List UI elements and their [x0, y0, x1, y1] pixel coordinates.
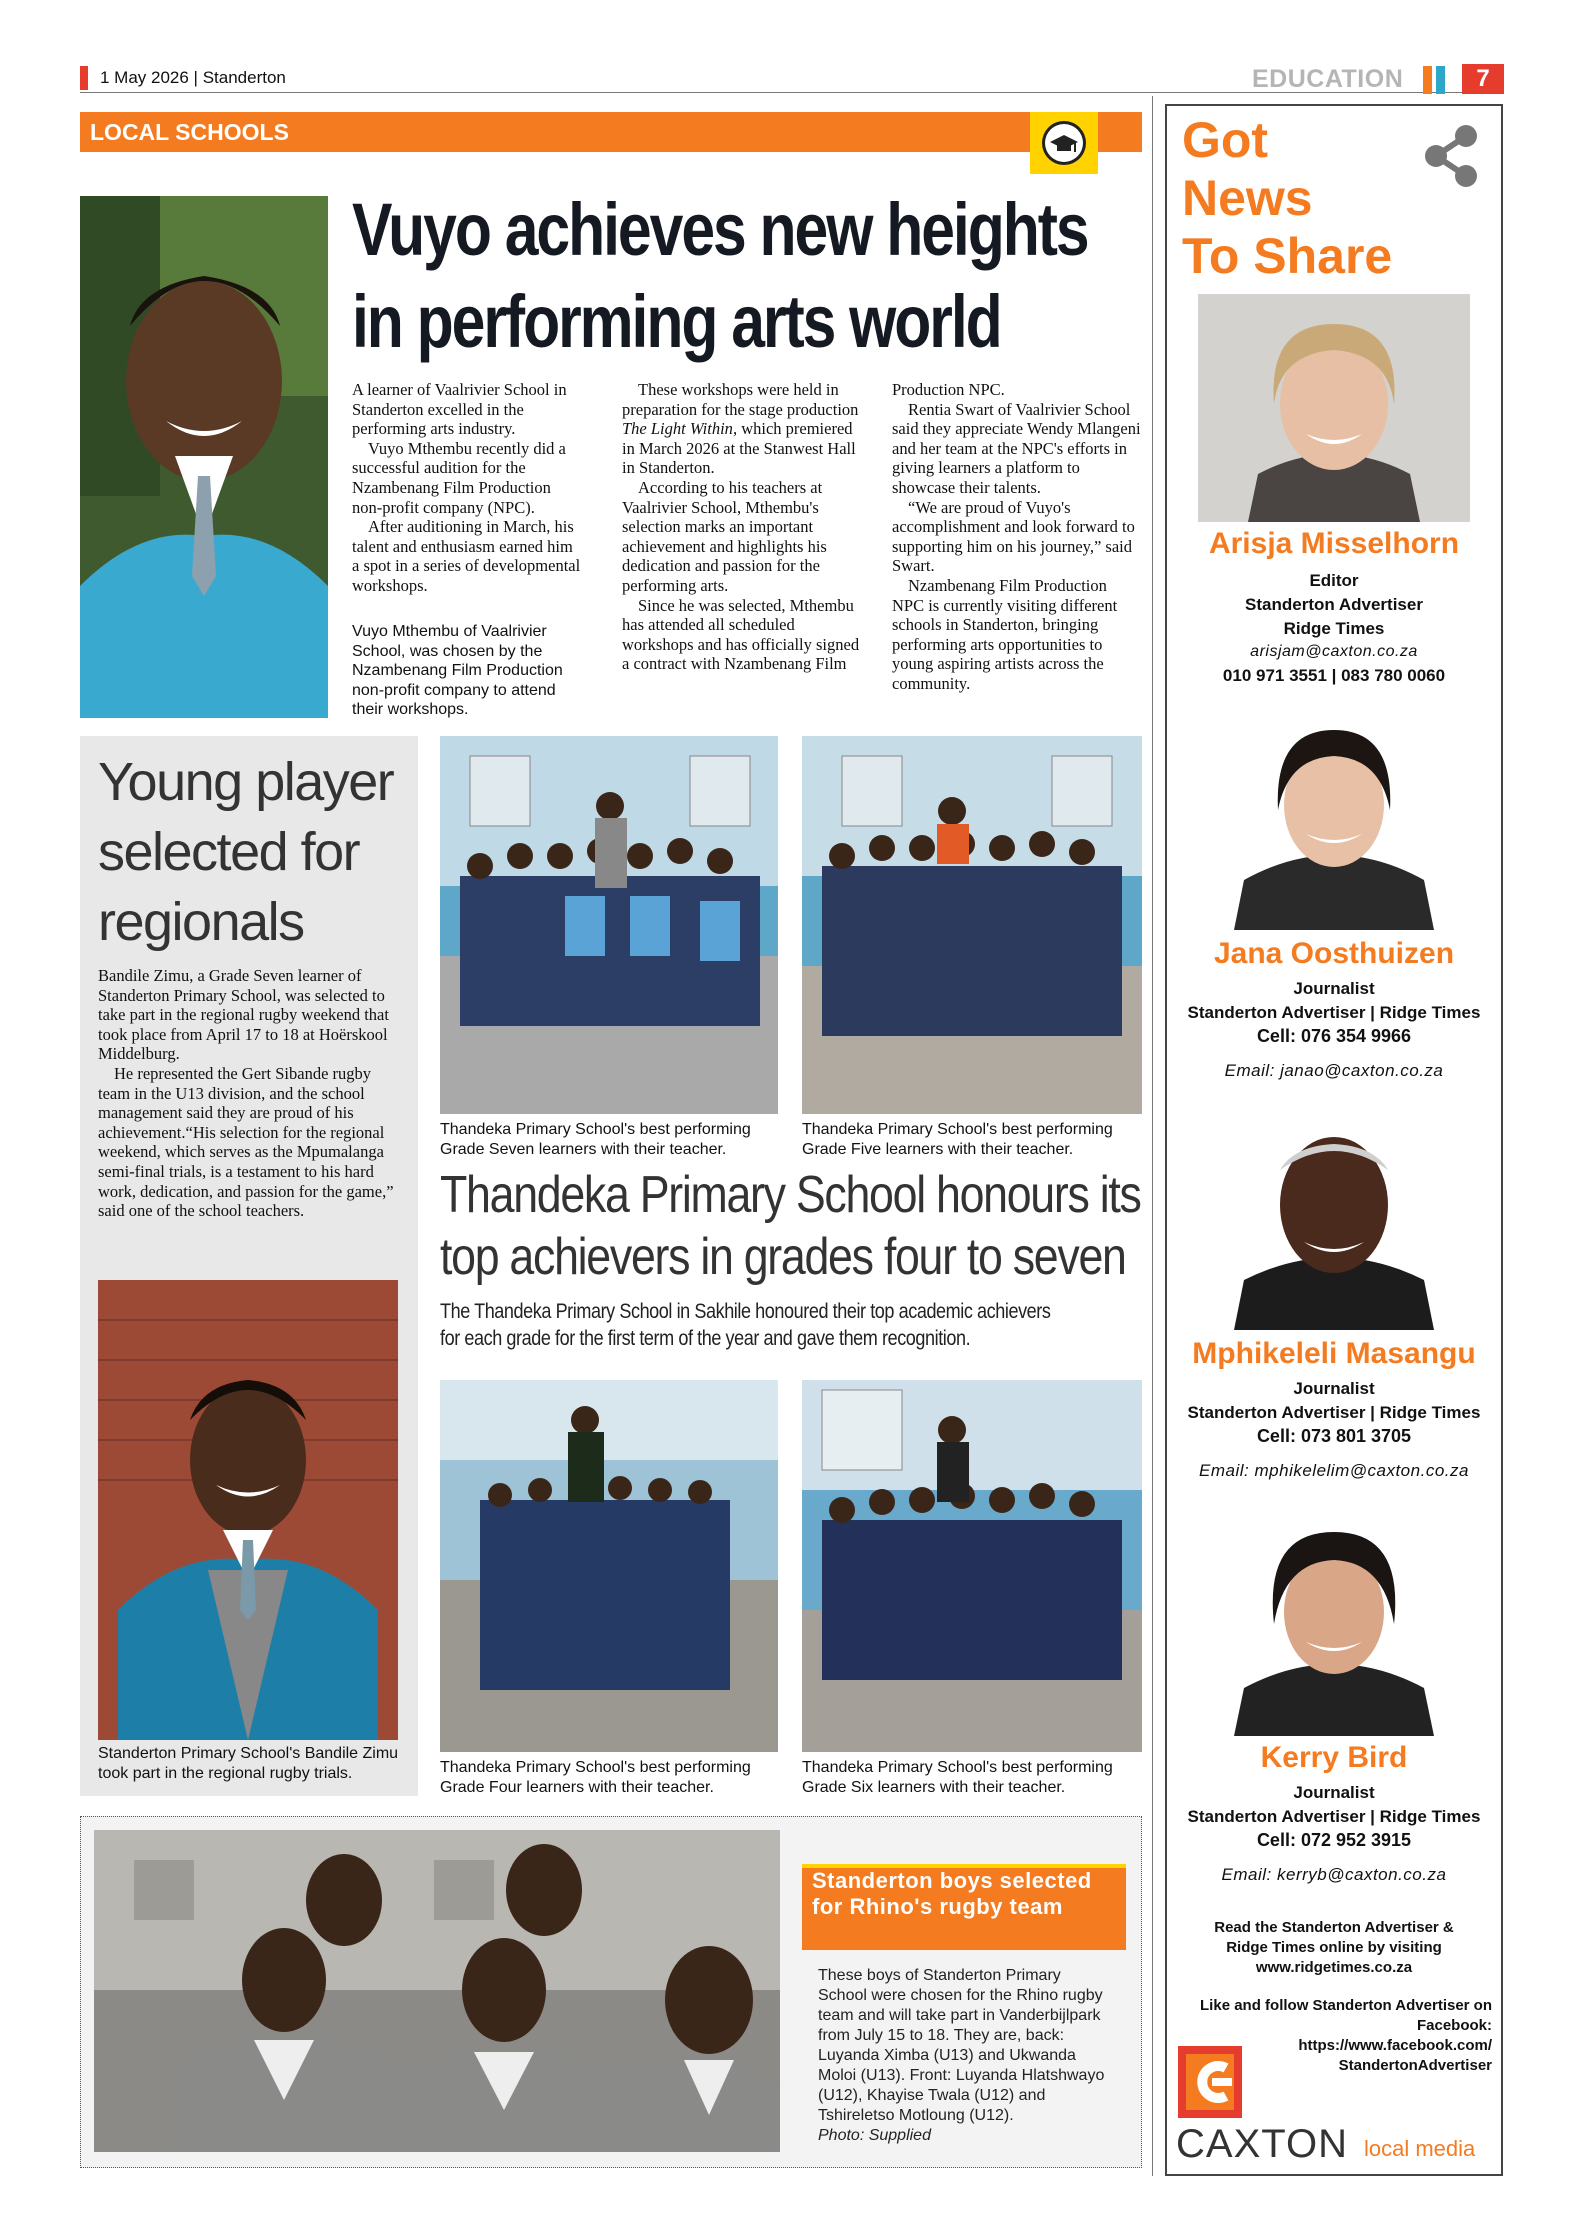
section-swatch-teal	[1436, 66, 1445, 94]
arisja-photo	[1198, 294, 1470, 522]
contact-1-role: Editor	[1309, 571, 1359, 590]
graduation-cap-icon	[1030, 112, 1098, 174]
grade5-caption: Thandeka Primary School's best performing Grade Five learners with their teacher.	[802, 1121, 1113, 1158]
lead-col1-p3: After auditioning in March, his talent and enthusiasm earned him a spot in a series of developmental workshops.	[352, 517, 581, 595]
thandeka-headline-line1: Thandeka Primary School honours its	[440, 1166, 1141, 1224]
contact-1-name: Arisja Misselhorn	[1208, 527, 1460, 560]
column-divider	[1152, 96, 1153, 2176]
caxton-logo-icon	[1178, 2046, 1242, 2118]
fb-url2[interactable]: StandertonAdvertiser	[1338, 2057, 1492, 2074]
header-accent-bar	[80, 66, 88, 90]
date-location: 1 May 2026 | Standerton	[100, 68, 286, 87]
contact-1-org1: Standerton Advertiser	[1245, 595, 1423, 614]
bandile-caption: Standerton Primary School's Bandile Zimu took part in the regional rugby trials.	[98, 1745, 399, 1782]
grade5-photo	[802, 736, 1142, 1114]
jana-photo	[1194, 710, 1474, 930]
lead-col1-p1: A learner of Vaalrivier School in Standerton excelled in the performing arts industry.	[352, 380, 567, 439]
sidebar-title-1: Got	[1182, 112, 1269, 168]
caxton-logo-sub: local media	[1364, 2136, 1476, 2161]
lead-col3-p3: “We are proud of Vuyo's accomplishment and look forward to supporting him on his journey,” said Swart.	[892, 497, 1135, 576]
side-p2: He represented the Gert Sibande rugby team in the U13 division, and the school management said they are proud of his achievement.“His selection for the regional weekend, which serves as the Mpumalanga semi-final trials, is a testament to his hard work, dedication, and passion for the game,” said one of the school teachers.	[98, 1063, 394, 1221]
grade4-caption: Thandeka Primary School's best performing Grade Four learners with their teacher.	[440, 1759, 751, 1796]
online-line2: Ridge Times online by visiting	[1226, 1939, 1442, 1956]
lead-col2-p1a: These workshops were held in preparation for the stage production	[622, 380, 859, 419]
side-headline-line3: regionals	[98, 892, 304, 952]
rhino-headline: Standerton boys selected for Rhino's rugby team	[812, 1868, 1092, 1919]
rhino-team-photo	[94, 1830, 780, 2152]
contact-4-org: Standerton Advertiser | Ridge Times	[1187, 1807, 1481, 1826]
share-icon[interactable]	[1420, 122, 1484, 190]
vuyo-photo	[80, 196, 328, 718]
lead-col3-p1: Production NPC.	[892, 380, 1005, 399]
lead-col2-p1b: , which premiered in March 2026 at the Stanwest Hall in Standerton.	[622, 419, 856, 478]
online-url[interactable]: www.ridgetimes.co.za	[1255, 1959, 1413, 1976]
side-headline-line2: selected for	[98, 822, 360, 882]
mphikeleli-photo	[1194, 1110, 1474, 1330]
banner-label: LOCAL SCHOOLS	[90, 119, 289, 145]
grade4-photo	[440, 1380, 778, 1752]
fb-line1: Like and follow Standerton Advertiser on	[1200, 1997, 1492, 2014]
lead-col2-title: The Light Within	[622, 419, 733, 439]
lead-col3-p4: Nzambenang Film Production NPC is currently visiting different schools in Standerton, bringing performing arts opportunities to young aspiring artists across the community.	[892, 575, 1118, 693]
online-line1: Read the Standerton Advertiser &	[1214, 1919, 1454, 1936]
online-note	[1167, 1918, 1501, 1978]
grade7-photo	[440, 736, 778, 1114]
contact-4-cell: Cell: 072 952 3915	[1256, 1830, 1412, 1850]
lead-col1	[352, 380, 582, 596]
contact-2-org: Standerton Advertiser | Ridge Times	[1187, 1003, 1481, 1022]
fb-line2: Facebook:	[1416, 2017, 1492, 2034]
contact-1-email[interactable]: arisjam@caxton.co.za	[1250, 643, 1418, 660]
section-title: EDUCATION	[1252, 65, 1404, 93]
side-headline-line1: Young player	[98, 752, 394, 812]
contact-4-email[interactable]: Email: kerryb@caxton.co.za	[1221, 1865, 1447, 1884]
contact-3-cell: Cell: 073 801 3705	[1256, 1426, 1412, 1446]
thandeka-intro: The Thandeka Primary School in Sakhile honoured their top academic achievers for each grade for the first term of the year and gave them recognition.	[440, 1300, 1051, 1350]
rhino-body: These boys of Standerton Primary School were chosen for the Rhino rugby team and will take part in Vanderbijlpark from July 15 to 18. They are, back: Luyanda Ximba (U13) and Ukwanda Moloi (U13). Front: Luyanda Hlatshwayo (U12), Khayise Twala (U12) and Tshireletso Motloung (U12).	[818, 1967, 1105, 2124]
contact-2-cell: Cell: 076 354 9966	[1256, 1026, 1412, 1046]
contact-2-role: Journalist	[1293, 979, 1375, 998]
contact-3-role: Journalist	[1293, 1379, 1375, 1398]
contact-1-phone: 010 971 3551 | 083 780 0060	[1222, 666, 1446, 685]
rhino-photo-credit: Photo: Supplied	[818, 2127, 931, 2144]
contact-3-org: Standerton Advertiser | Ridge Times	[1187, 1403, 1481, 1422]
contact-3-name: Mphikeleli Masangu	[1192, 1337, 1476, 1370]
bandile-photo	[98, 1280, 398, 1740]
fb-url1[interactable]: https://www.facebook.com/	[1298, 2037, 1492, 2054]
lead-col2-p3: Since he was selected, Mthembu has attended all scheduled workshops and has officially signed a contract with Nzambenang Film	[622, 595, 860, 674]
lead-col1-p2: Vuyo Mthembu recently did a successful audition for the Nzambenang Film Production non-profit company (NPC).	[352, 438, 566, 517]
lead-headline-line2: in performing arts world	[352, 280, 1001, 363]
side-p1: Bandile Zimu, a Grade Seven learner of Standerton Primary School, was selected to take part in the regional rugby weekend that took place from April 17 to 18 at Hoërskool Middelburg.	[98, 966, 389, 1064]
side-story-body	[98, 966, 403, 1221]
kerry-photo	[1194, 1514, 1474, 1736]
contact-2-name: Jana Oosthuizen	[1213, 937, 1455, 970]
page-number: 7	[1462, 64, 1504, 94]
contact-4-role: Journalist	[1293, 1783, 1375, 1802]
section-swatch-orange	[1423, 66, 1432, 94]
contact-2-email[interactable]: Email: janao@caxton.co.za	[1224, 1061, 1444, 1080]
contact-4-name: Kerry Bird	[1260, 1741, 1408, 1774]
vuyo-photo-caption: Vuyo Mthembu of Vaalrivier School, was chosen by the Nzambenang Film Production non-profit company to attend their workshops.	[352, 623, 563, 718]
lead-col2	[622, 380, 862, 674]
thandeka-headline-line2: top achievers in grades four to seven	[440, 1228, 1126, 1286]
sidebar-title-2: News	[1182, 170, 1313, 226]
lead-col3-p2: Rentia Swart of Vaalrivier School said they appreciate Wendy Mlangeni and her team at the NPC's efforts in giving learners a platform to showcase their talents.	[892, 399, 1141, 497]
contact-3-email[interactable]: Email: mphikelelim@caxton.co.za	[1199, 1461, 1469, 1480]
caxton-logo-word: CAXTON	[1176, 2122, 1348, 2166]
grade6-photo	[802, 1380, 1142, 1752]
lead-headline-line1: Vuyo achieves new heights	[352, 188, 1088, 271]
contact-1-org2: Ridge Times	[1283, 619, 1385, 638]
lead-col3	[892, 380, 1142, 694]
grade7-caption: Thandeka Primary School's best performing Grade Seven learners with their teacher.	[440, 1121, 751, 1158]
grade6-caption: Thandeka Primary School's best performing Grade Six learners with their teacher.	[802, 1759, 1113, 1796]
sidebar-title-3: To Share	[1182, 228, 1393, 284]
lead-col2-p2: According to his teachers at Vaalrivier School, Mthembu's selection marks an important achievement and highlights his dedication and passion for the performing arts.	[622, 477, 827, 595]
